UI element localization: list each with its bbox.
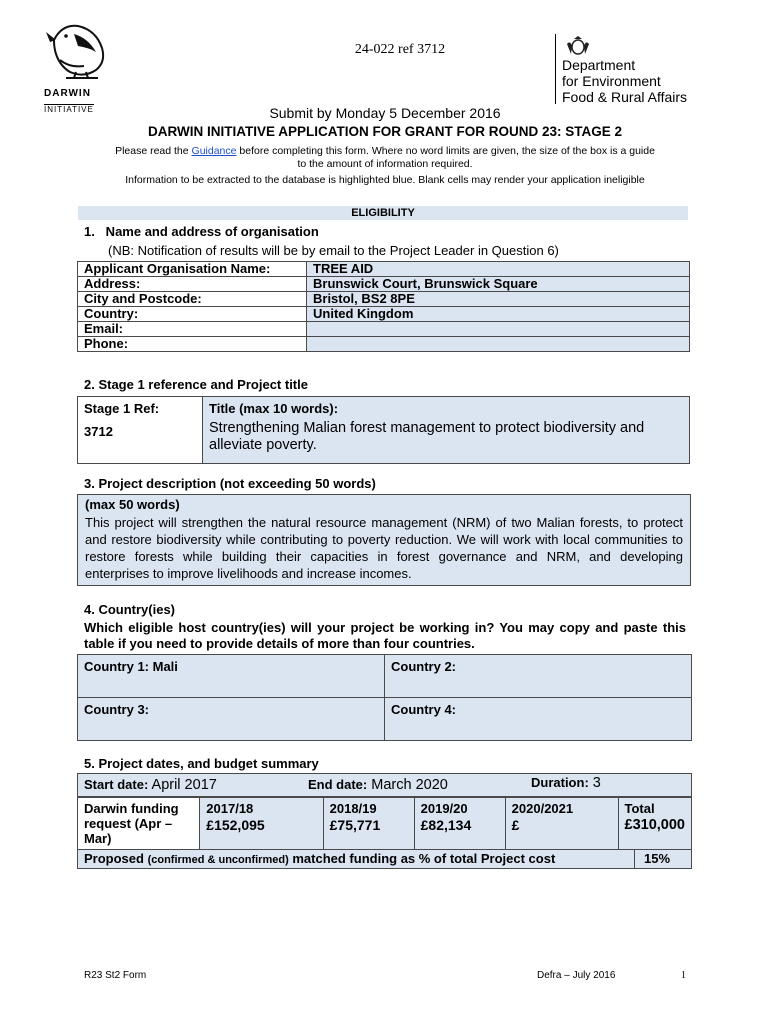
defra-line-2: for Environment bbox=[562, 73, 661, 89]
country-1-cell[interactable]: Country 1: Mali bbox=[78, 655, 385, 698]
section-4-question: Which eligible host country(ies) will your project be working in? You may copy and paste this table if you need to provide details of more than four countries. bbox=[84, 620, 686, 651]
organisation-row bbox=[78, 322, 690, 337]
budget-year-amount: £75,771 bbox=[329, 817, 381, 833]
organisation-row bbox=[78, 292, 690, 307]
defra-logo bbox=[555, 34, 715, 106]
stage1-ref-label: Stage 1 Ref: bbox=[84, 401, 160, 416]
description-word-limit: (max 50 words) bbox=[85, 497, 180, 512]
section-1-heading: 1. Name and address of organisation bbox=[84, 224, 319, 239]
eligibility-header: ELIGIBILITY bbox=[78, 206, 688, 220]
budget-year-cell[interactable] bbox=[414, 798, 505, 850]
matched-funding-divider bbox=[634, 850, 635, 868]
matched-funding-text-a: Proposed bbox=[84, 851, 148, 866]
organisation-field-value[interactable]: TREE AID bbox=[307, 262, 690, 277]
section-4-heading: 4. Country(ies) bbox=[84, 602, 176, 617]
reference-title-table bbox=[77, 396, 690, 464]
duration-cell[interactable] bbox=[525, 773, 692, 797]
intro-line-2: to the amount of information required. bbox=[297, 158, 473, 170]
darwin-initiative-logo bbox=[44, 20, 110, 114]
logo-text-darwin: DARWIN bbox=[44, 88, 91, 99]
matched-funding-text-b: (confirmed & unconfirmed) bbox=[147, 854, 289, 866]
start-date-label: Start date: bbox=[84, 777, 149, 792]
organisation-field-label: Address: bbox=[78, 277, 307, 292]
budget-table bbox=[77, 797, 692, 869]
matched-funding-cell bbox=[78, 850, 692, 869]
organisation-field-value[interactable] bbox=[307, 322, 690, 337]
section-1-note: (NB: Notification of results will be by email to the Project Leader in Question 6) bbox=[108, 243, 559, 258]
footer-date: Defra – July 2016 bbox=[537, 970, 616, 981]
organisation-field-value[interactable] bbox=[307, 337, 690, 352]
budget-year-label: 2018/19 bbox=[329, 801, 377, 816]
defra-line-3: Food & Rural Affairs bbox=[562, 89, 688, 105]
matched-funding-value[interactable]: 15% bbox=[644, 851, 671, 866]
budget-year-label: 2017/18 bbox=[206, 801, 254, 816]
reference-number: 24-022 ref 3712 bbox=[354, 42, 446, 57]
guidance-link[interactable]: Guidance bbox=[191, 145, 237, 157]
project-description-text[interactable]: This project will strengthen the natural resource management (NRM) of two Malian forests, to protect and restore biodiversity while contributing to poverty reduction. We will work with local communities to restore forests while building their capacities in forest governance and NRM, and developing enterprises to improve livelihoods and increase incomes. bbox=[85, 515, 683, 581]
budget-year-amount: £ bbox=[511, 817, 520, 833]
intro-text bbox=[60, 145, 710, 171]
budget-year-cell[interactable] bbox=[323, 798, 414, 850]
organisation-row bbox=[78, 262, 690, 277]
organisation-row bbox=[78, 307, 690, 322]
intro-pre: Please read the bbox=[115, 145, 192, 157]
organisation-field-value[interactable]: United Kingdom bbox=[307, 307, 690, 322]
footer-form-id: R23 St2 Form bbox=[84, 970, 147, 981]
organisation-field-value[interactable]: Brunswick Court, Brunswick Square bbox=[307, 277, 690, 292]
organisation-field-value[interactable]: Bristol, BS2 8PE bbox=[307, 292, 690, 307]
end-date-cell[interactable] bbox=[302, 773, 532, 797]
footer-page-number: 1 bbox=[681, 970, 686, 981]
stage1-ref-value: 3712 bbox=[84, 424, 113, 439]
project-title-label: Title (max 10 words): bbox=[209, 401, 339, 416]
country-2-cell[interactable]: Country 2: bbox=[385, 655, 692, 698]
organisation-row bbox=[78, 277, 690, 292]
royal-crest-icon bbox=[565, 36, 591, 56]
country-4-cell[interactable]: Country 4: bbox=[385, 698, 692, 741]
organisation-field-label: Applicant Organisation Name: bbox=[78, 262, 307, 277]
project-description-box bbox=[77, 494, 691, 586]
budget-year-label: 2020/2021 bbox=[511, 801, 574, 816]
end-date-value: March 2020 bbox=[367, 777, 448, 793]
organisation-field-label: City and Postcode: bbox=[78, 292, 307, 307]
budget-total-value: £310,000 bbox=[624, 817, 685, 833]
organisation-field-label: Phone: bbox=[78, 337, 307, 352]
funding-request-label: Darwin funding request (Apr – Mar) bbox=[78, 798, 200, 850]
budget-year-amount: £82,134 bbox=[420, 817, 472, 833]
end-date-label: End date: bbox=[308, 777, 368, 792]
start-date-cell[interactable] bbox=[77, 773, 303, 797]
stage1-ref-cell bbox=[78, 397, 203, 464]
dates-row bbox=[77, 773, 692, 797]
intro-line-3: Information to be extracted to the database is highlighted blue. Blank cells may render your application ineligible bbox=[125, 174, 645, 186]
bird-logo-icon bbox=[44, 20, 110, 82]
defra-line-1: Department bbox=[562, 57, 636, 73]
budget-total-cell[interactable] bbox=[618, 798, 691, 850]
budget-year-label: 2019/20 bbox=[420, 801, 468, 816]
budget-year-cell[interactable] bbox=[505, 798, 618, 850]
intro-post: before completing this form. Where no word limits are given, the size of the box is a guide bbox=[236, 145, 655, 157]
organisation-field-label: Email: bbox=[78, 322, 307, 337]
budget-year-cell[interactable] bbox=[200, 798, 323, 850]
submit-deadline: Submit by Monday 5 December 2016 bbox=[269, 105, 501, 121]
logo-text-initiative: INITIATIVE bbox=[44, 105, 94, 114]
project-title-value[interactable]: Strengthening Malian forest management to protect biodiversity and alleviate poverty. bbox=[209, 420, 645, 453]
budget-year-amount: £152,095 bbox=[206, 817, 265, 833]
duration-value: 3 bbox=[588, 775, 601, 791]
section-5-heading: 5. Project dates, and budget summary bbox=[84, 756, 319, 771]
start-date-value: April 2017 bbox=[148, 777, 217, 793]
organisation-row bbox=[78, 337, 690, 352]
countries-table bbox=[77, 654, 692, 741]
organisation-field-label: Country: bbox=[78, 307, 307, 322]
project-title-cell bbox=[203, 397, 690, 464]
defra-divider bbox=[555, 34, 556, 104]
section-3-heading: 3. Project description (not exceeding 50 words) bbox=[84, 476, 376, 491]
duration-label: Duration: bbox=[531, 775, 589, 790]
budget-total-label: Total bbox=[624, 801, 655, 816]
section-2-heading: 2. Stage 1 reference and Project title bbox=[84, 377, 308, 392]
country-3-cell[interactable]: Country 3: bbox=[78, 698, 385, 741]
matched-funding-text-c: matched funding as % of total Project cost bbox=[288, 851, 556, 866]
organisation-table bbox=[77, 261, 690, 352]
form-title: DARWIN INITIATIVE APPLICATION FOR GRANT FOR ROUND 23: STAGE 2 bbox=[147, 124, 622, 139]
